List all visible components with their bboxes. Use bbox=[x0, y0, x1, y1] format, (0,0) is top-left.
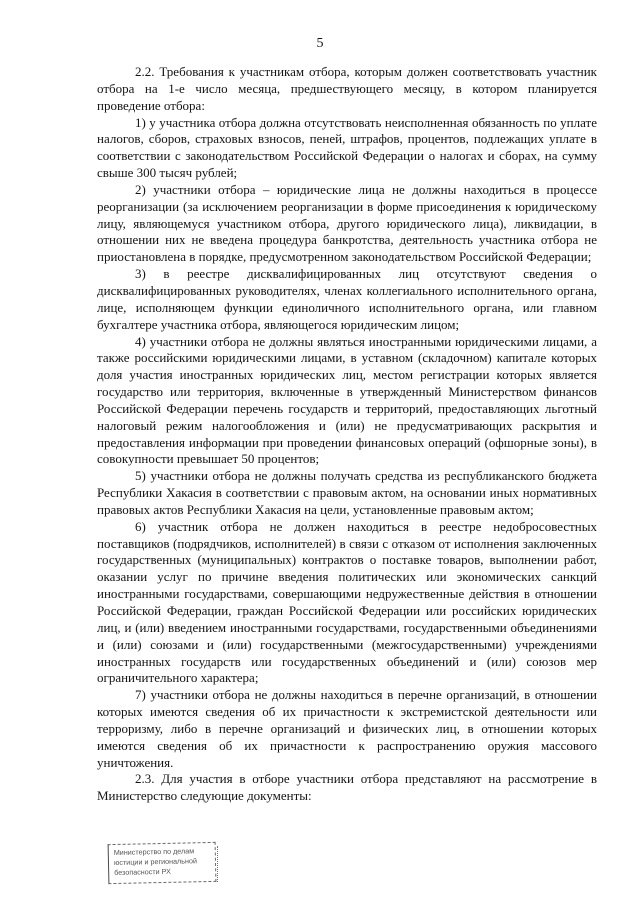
paragraph-item-7: 7) участники отбора не должны находиться в перечне организаций, в отношении которых имеются сведения об их причастности к экстремистской деятельности или терроризму, либо в перечне организаций и физических лиц, в отношении которых имеются сведения об их причастности к распространению оружия массового уничтожения. bbox=[97, 687, 597, 770]
paragraph-item-1: 1) у участника отбора должна отсутствовать неисполненная обязанность по уплате налогов, сборов, страховых взносов, пеней, штрафов, процентов, подлежащих уплате в соответствии с законодательством Российской Федерации о налогах и сборах, на сумму свыше 300 тысяч рублей; bbox=[97, 114, 597, 181]
paragraph-item-2: 2) участники отбора – юридические лица не должны находиться в процессе реорганизации (за исключением реорганизации в форме присоединения к юридическому лицу, являющемуся участником отбора, другого юридического лица), ликвидации, в отношении них не введена процедура банкротства, деятельность участника отбора не приостановлена в порядке, предусмотренном законодательством Российской Федерации; bbox=[97, 181, 597, 265]
paragraph-item-4: 4) участники отбора не должны являться иностранными юридическими лицами, а также российскими юридическими лицами, в уставном (складочном) капитале которых доля участия иностранных юридических лиц, местом регистрации которых является государство или территория, включенные в утвержденный Министерством финансов Российской Федерации перечень государств и территорий, предоставляющих льготный налоговый режим налогообложения и (или) не предусматривающих раскрытия и предоставления информации при проведении финансовых операций (офшорные зоны), в совокупности превышает 50 процентов; bbox=[97, 333, 597, 467]
page-number: 5 bbox=[316, 36, 324, 51]
registration-stamp bbox=[108, 842, 217, 884]
paragraph-item-6: 6) участник отбора не должен находиться в реестре недобросовестных поставщиков (подрядчиков, исполнителей) в связи с отказом от исполнения заключенных государственных (муниципальных) контрактов о поставке товаров, выполнении работ, оказании услуг по причине введения политических или экономических санкций иностранными государствами, совершающими недружественные действия в отношении Российской Федерации, граждан Российской Федерации или российских юридических лиц, и (или) введением иностранными государствами, государственными объединениями и (или) союзами и (или) государственными (межгосударственными) учреждениями иностранных государств или государственных объединений и (или) союзов мер ограничительного характера; bbox=[97, 518, 597, 686]
stamp-line-1: Министерство по делам bbox=[113, 846, 195, 858]
stamp-line-3: безопасности РХ bbox=[114, 866, 171, 878]
paragraph-2-2: 2.2. Требования к участникам отбора, которым должен соответствовать участник отбора на 1-е число месяца, предшествующего месяцу, в котором планируется проведение отбора: bbox=[97, 64, 597, 113]
paragraph-2-3: 2.3. Для участия в отборе участники отбора представляют на рассмотрение в Министерство следующие документы: bbox=[97, 771, 597, 804]
stamp-line-2: юстиции и региональной bbox=[113, 856, 198, 868]
paragraph-item-5: 5) участники отбора не должны получать средства из республиканского бюджета Республики Хакасия в соответствии с правовым актом, на основании иных нормативных правовых актов Республики Хакасия на цели, установленные правовым актом; bbox=[97, 468, 597, 517]
stamp-edge-mark bbox=[217, 846, 222, 882]
document-body bbox=[97, 64, 597, 805]
paragraph-item-3: 3) в реестре дисквалифицированных лиц отсутствуют сведения о дисквалифицированных руководителях, членах коллегиального исполнительного органа, лице, исполняющем функции единоличного исполнительного органа, или главном бухгалтере участника отбора, являющегося юридическим лицом; bbox=[97, 266, 597, 332]
